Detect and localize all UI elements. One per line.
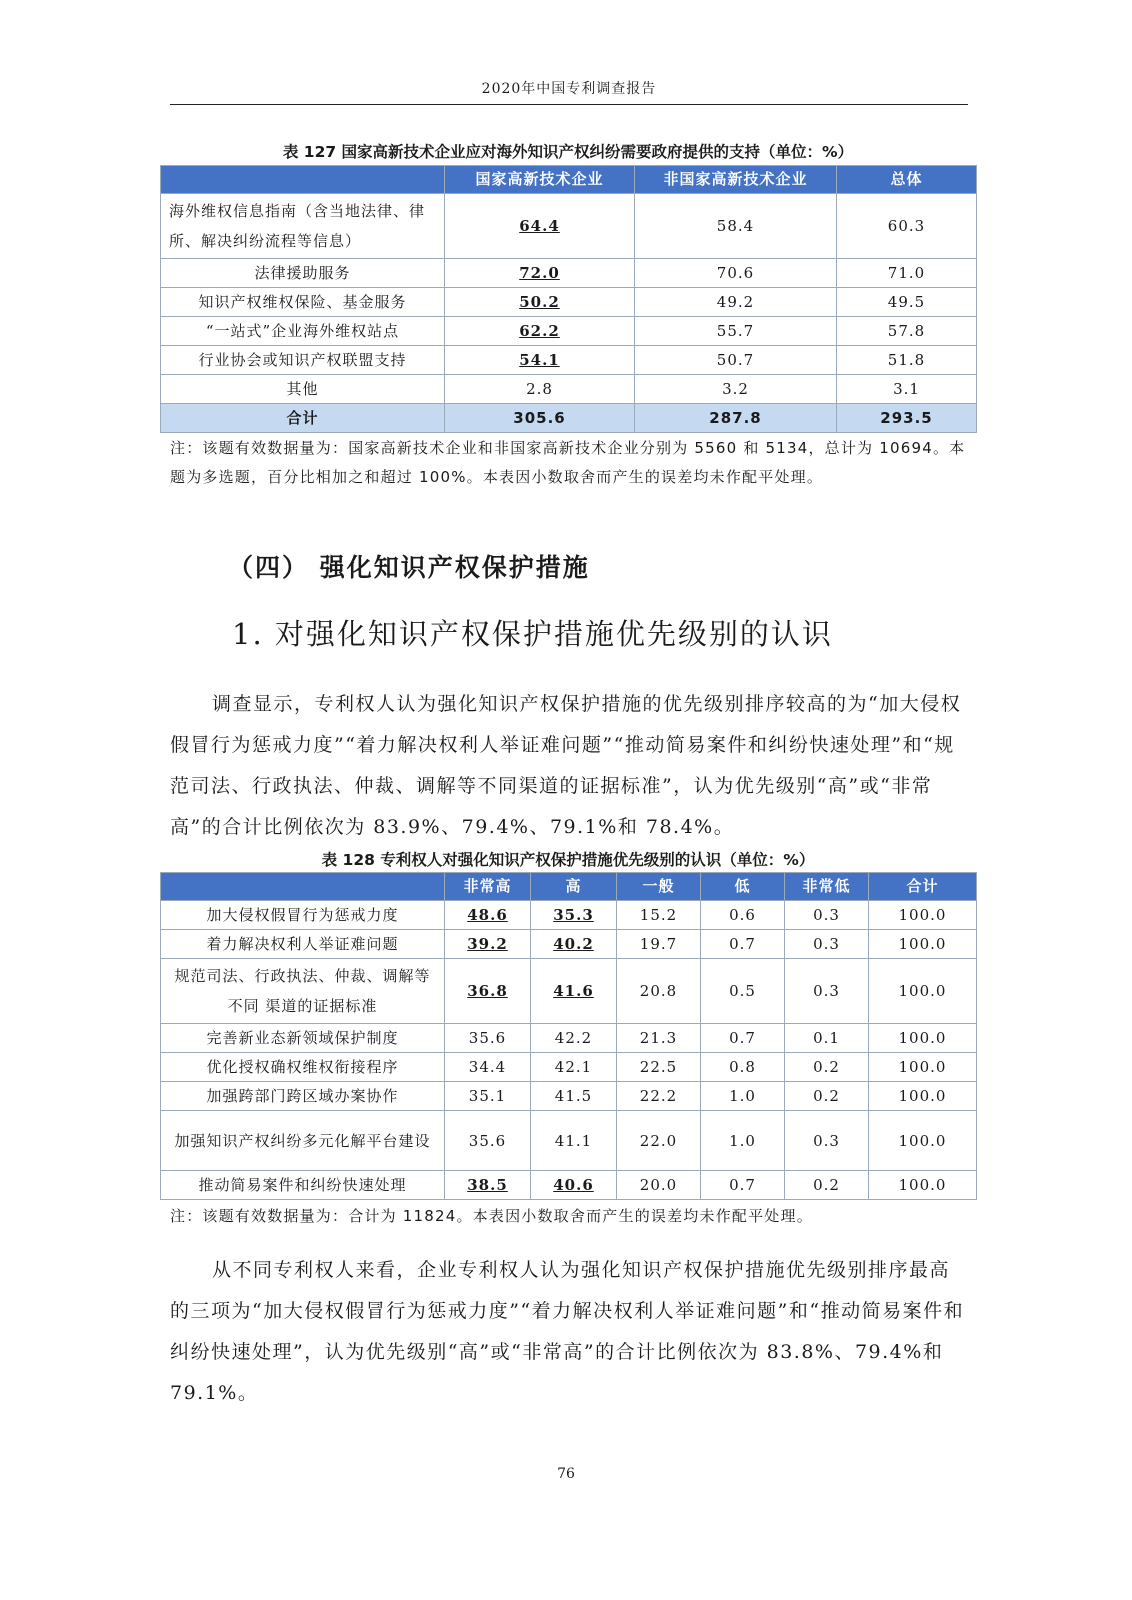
table-127 (160, 165, 977, 433)
row-label: 法律援助服务 (161, 259, 445, 288)
cell-value: 20.8 (617, 959, 701, 1024)
row-label: 加强跨部门跨区域办案协作 (161, 1082, 445, 1111)
row-label: 推动简易案件和纠纷快速处理 (161, 1171, 445, 1200)
cell-value: 0.3 (785, 959, 869, 1024)
cell-value: 48.6 (445, 901, 531, 930)
cell-value: 2.8 (445, 375, 635, 404)
cell-value: 51.8 (837, 346, 977, 375)
cell-value: 100.0 (869, 959, 977, 1024)
row-label: “一站式”企业海外维权站点 (161, 317, 445, 346)
table-row (161, 375, 977, 404)
column-header (161, 873, 445, 901)
body-paragraph-2 (170, 1250, 970, 1414)
table-127-note: 注：该题有效数据量为：国家高新技术企业和非国家高新技术企业分别为 5560 和 5134，总计为 10694。本题为多选题，百分比相加之和超过 100%。本表因小数取舍而产生的误差均未作配平处理。 (170, 439, 966, 486)
table-128-caption: 表 128 专利权人对强化知识产权保护措施优先级别的认识（单位：%） (321, 851, 815, 869)
cell-value: 57.8 (837, 317, 977, 346)
cell-value: 21.3 (617, 1024, 701, 1053)
row-label: 加大侵权假冒行为惩戒力度 (161, 901, 445, 930)
cell-value: 35.1 (445, 1082, 531, 1111)
column-header (161, 166, 445, 194)
cell-value: 22.2 (617, 1082, 701, 1111)
cell-value: 36.8 (445, 959, 531, 1024)
table-row (161, 346, 977, 375)
cell-value: 0.1 (785, 1024, 869, 1053)
paragraph-text: 调查显示，专利权人认为强化知识产权保护措施的优先级别排序较高的为“加大侵权假冒行为惩戒力度”“着力解决权利人举证难问题”“推动简易案件和纠纷快速处理”和“规范司法、行政执法、仲裁、调解等不同渠道的证据标准”，认为优先级别“高”或“非常高”的合计比例依次为 83.9%、79.4%、79.1%和 78.4%。 (170, 693, 962, 838)
row-label: 海外维权信息指南（含当地法律、律所、解决纠纷流程等信息） (161, 194, 445, 259)
cell-value: 0.6 (701, 901, 785, 930)
cell-value: 305.6 (445, 404, 635, 433)
table-row (161, 1171, 977, 1200)
cell-value: 0.2 (785, 1171, 869, 1200)
cell-value: 0.7 (701, 1024, 785, 1053)
cell-value: 34.4 (445, 1053, 531, 1082)
table-row (161, 930, 977, 959)
table-row (161, 959, 977, 1024)
row-label: 其他 (161, 375, 445, 404)
cell-value: 100.0 (869, 901, 977, 930)
cell-value: 62.2 (445, 317, 635, 346)
table-row (161, 1082, 977, 1111)
table-header-row (161, 873, 977, 901)
cell-value: 0.5 (701, 959, 785, 1024)
header-rule (170, 104, 968, 105)
column-header: 低 (701, 873, 785, 901)
cell-value: 50.7 (635, 346, 837, 375)
cell-value: 41.6 (531, 959, 617, 1024)
cell-value: 71.0 (837, 259, 977, 288)
cell-value: 100.0 (869, 1082, 977, 1111)
table-row (161, 259, 977, 288)
cell-value: 0.2 (785, 1053, 869, 1082)
column-header: 高 (531, 873, 617, 901)
cell-value: 60.3 (837, 194, 977, 259)
cell-value: 19.7 (617, 930, 701, 959)
cell-value: 20.0 (617, 1171, 701, 1200)
column-header: 非常高 (445, 873, 531, 901)
row-label: 规范司法、行政执法、仲裁、调解等不同 渠道的证据标准 (161, 959, 445, 1024)
cell-value: 22.0 (617, 1111, 701, 1171)
cell-value: 35.6 (445, 1024, 531, 1053)
column-header: 合计 (869, 873, 977, 901)
cell-value: 100.0 (869, 1024, 977, 1053)
cell-value: 38.5 (445, 1171, 531, 1200)
cell-value: 100.0 (869, 930, 977, 959)
table-total-row (161, 404, 977, 433)
row-label: 优化授权确权维权衔接程序 (161, 1053, 445, 1082)
column-header: 非国家高新技术企业 (635, 166, 837, 194)
subsection-heading: 1. 对强化知识产权保护措施优先级别的认识 (232, 617, 833, 651)
cell-value: 100.0 (869, 1053, 977, 1082)
cell-value: 100.0 (869, 1111, 977, 1171)
cell-value: 41.5 (531, 1082, 617, 1111)
table-127-caption: 表 127 国家高新技术企业应对海外知识产权纠纷需要政府提供的支持（单位：%） (282, 143, 854, 161)
row-label: 合计 (161, 404, 445, 433)
page-number: 76 (557, 1466, 575, 1482)
table-128-note: 注：该题有效数据量为：合计为 11824。本表因小数取舍而产生的误差均未作配平处理。 (170, 1207, 813, 1225)
cell-value: 64.4 (445, 194, 635, 259)
cell-value: 0.3 (785, 1111, 869, 1171)
paragraph-text: 从不同专利权人来看，企业专利权人认为强化知识产权保护措施优先级别排序最高的三项为“加大侵权假冒行为惩戒力度”“着力解决权利人举证难问题”和“推动简易案件和纠纷快速处理”，认为优先级别“高”或“非常高”的合计比例依次为 83.8%、79.4%和 79.1%。 (170, 1259, 965, 1404)
table-row (161, 901, 977, 930)
table-row (161, 194, 977, 259)
row-label: 着力解决权利人举证难问题 (161, 930, 445, 959)
cell-value: 49.2 (635, 288, 837, 317)
row-label: 完善新业态新领域保护制度 (161, 1024, 445, 1053)
cell-value: 40.2 (531, 930, 617, 959)
cell-value: 0.2 (785, 1082, 869, 1111)
cell-value: 50.2 (445, 288, 635, 317)
running-header: 2020年中国专利调查报告 (481, 81, 657, 97)
body-paragraph-1 (170, 684, 970, 848)
table-row (161, 1053, 977, 1082)
cell-value: 22.5 (617, 1053, 701, 1082)
cell-value: 0.8 (701, 1053, 785, 1082)
column-header: 总体 (837, 166, 977, 194)
table-128 (160, 872, 977, 1200)
cell-value: 0.3 (785, 930, 869, 959)
cell-value: 42.1 (531, 1053, 617, 1082)
cell-value: 35.3 (531, 901, 617, 930)
cell-value: 3.1 (837, 375, 977, 404)
cell-value: 1.0 (701, 1082, 785, 1111)
cell-value: 100.0 (869, 1171, 977, 1200)
cell-value: 58.4 (635, 194, 837, 259)
cell-value: 1.0 (701, 1111, 785, 1171)
cell-value: 72.0 (445, 259, 635, 288)
cell-value: 70.6 (635, 259, 837, 288)
cell-value: 15.2 (617, 901, 701, 930)
cell-value: 49.5 (837, 288, 977, 317)
cell-value: 40.6 (531, 1171, 617, 1200)
table-header-row (161, 166, 977, 194)
cell-value: 0.7 (701, 930, 785, 959)
table-row (161, 317, 977, 346)
table-row (161, 1024, 977, 1053)
column-header: 国家高新技术企业 (445, 166, 635, 194)
row-label: 知识产权维权保险、基金服务 (161, 288, 445, 317)
cell-value: 42.2 (531, 1024, 617, 1053)
cell-value: 39.2 (445, 930, 531, 959)
cell-value: 287.8 (635, 404, 837, 433)
table-row (161, 1111, 977, 1171)
table-row (161, 288, 977, 317)
row-label: 行业协会或知识产权联盟支持 (161, 346, 445, 375)
column-header: 一般 (617, 873, 701, 901)
cell-value: 3.2 (635, 375, 837, 404)
cell-value: 0.3 (785, 901, 869, 930)
row-label: 加强知识产权纠纷多元化解平台建设 (161, 1111, 445, 1171)
cell-value: 54.1 (445, 346, 635, 375)
cell-value: 55.7 (635, 317, 837, 346)
column-header: 非常低 (785, 873, 869, 901)
cell-value: 35.6 (445, 1111, 531, 1171)
cell-value: 0.7 (701, 1171, 785, 1200)
cell-value: 293.5 (837, 404, 977, 433)
section-heading: （四） 强化知识产权保护措施 (228, 553, 590, 582)
cell-value: 41.1 (531, 1111, 617, 1171)
